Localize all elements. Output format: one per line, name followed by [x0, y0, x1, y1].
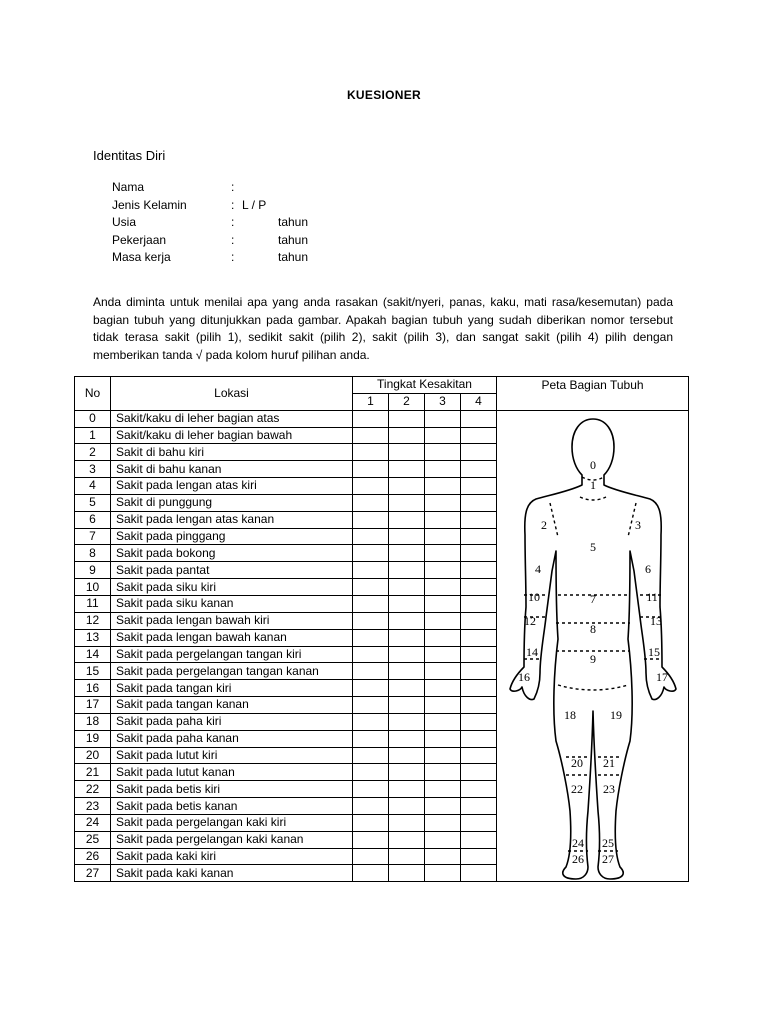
- row-number: 17: [75, 697, 111, 714]
- level-checkbox-4[interactable]: [461, 545, 497, 562]
- level-checkbox-4[interactable]: [461, 579, 497, 596]
- row-number: 3: [75, 461, 111, 478]
- level-checkbox-2[interactable]: [389, 781, 425, 798]
- level-checkbox-3[interactable]: [425, 629, 461, 646]
- level-checkbox-4[interactable]: [461, 798, 497, 815]
- level-checkbox-2[interactable]: [389, 697, 425, 714]
- region-label-26: 26: [571, 851, 584, 866]
- row-number: 4: [75, 478, 111, 495]
- level-checkbox-3[interactable]: [425, 595, 461, 612]
- region-label-10: 10: [527, 589, 540, 604]
- level-checkbox-1[interactable]: [353, 562, 389, 579]
- identity-field-colon: :: [231, 197, 235, 212]
- level-checkbox-2[interactable]: [389, 545, 425, 562]
- row-lokasi: Sakit pada pergelangan tangan kanan: [111, 663, 353, 680]
- level-checkbox-3[interactable]: [425, 713, 461, 730]
- row-lokasi: Sakit pada lengan atas kiri: [111, 478, 353, 495]
- level-checkbox-1[interactable]: [353, 680, 389, 697]
- row-number: 9: [75, 562, 111, 579]
- instruction-paragraph: Anda diminta untuk menilai apa yang anda rasakan (sakit/nyeri, panas, kaku, mati rasa/kesemutan) pada bagian tubuh yang ditunjukkan pada gambar. Apakah bagian tubuh yang sudah diberikan nomor tersebut tidak terasa sakit (pilih 1), sedikit sakit (pilih 2), sakit (pilih 3), dan sangat sakit (pilih 4) pilih dengan memberikan tanda √ pada kolom huruf pilihan anda.: [93, 295, 673, 363]
- row-lokasi: Sakit/kaku di leher bagian bawah: [111, 427, 353, 444]
- header-lokasi: Lokasi: [111, 377, 353, 411]
- level-checkbox-4[interactable]: [461, 697, 497, 714]
- row-number: 22: [75, 781, 111, 798]
- identity-field-label: Nama: [112, 180, 145, 194]
- header-no: No: [75, 377, 111, 411]
- level-checkbox-4[interactable]: [461, 781, 497, 798]
- level-checkbox-2[interactable]: [389, 427, 425, 444]
- level-checkbox-1[interactable]: [353, 713, 389, 730]
- level-checkbox-3[interactable]: [425, 781, 461, 798]
- row-number: 26: [75, 848, 111, 865]
- region-label-2: 2: [540, 517, 547, 532]
- row-lokasi: Sakit pada tangan kanan: [111, 697, 353, 714]
- row-lokasi: Sakit pada bokong: [111, 545, 353, 562]
- region-label-4: 4: [534, 561, 541, 576]
- level-checkbox-1[interactable]: [353, 427, 389, 444]
- level-checkbox-2[interactable]: [389, 410, 425, 427]
- level-checkbox-3[interactable]: [425, 478, 461, 495]
- row-lokasi: Sakit pada paha kanan: [111, 730, 353, 747]
- level-checkbox-4[interactable]: [461, 814, 497, 831]
- level-checkbox-4[interactable]: [461, 528, 497, 545]
- row-number: 27: [75, 865, 111, 882]
- identity-field-unit: tahun: [278, 250, 309, 264]
- row-number: 5: [75, 494, 111, 511]
- region-label-20: 20: [570, 755, 583, 770]
- shoulder-line-left: [550, 503, 558, 537]
- row-lokasi: Sakit di bahu kiri: [111, 444, 353, 461]
- level-checkbox-3[interactable]: [425, 579, 461, 596]
- row-lokasi: Sakit pada pergelangan kaki kanan: [111, 831, 353, 848]
- groin-line: [558, 685, 628, 690]
- level-checkbox-4[interactable]: [461, 747, 497, 764]
- row-lokasi: Sakit pada betis kiri: [111, 781, 353, 798]
- region-label-3: 3: [634, 517, 641, 532]
- row-lokasi: Sakit pada lengan bawah kanan: [111, 629, 353, 646]
- row-number: 12: [75, 612, 111, 629]
- level-checkbox-3[interactable]: [425, 680, 461, 697]
- level-checkbox-4[interactable]: [461, 444, 497, 461]
- identity-field-colon: :: [231, 232, 235, 247]
- level-checkbox-3[interactable]: [425, 814, 461, 831]
- level-checkbox-2[interactable]: [389, 865, 425, 882]
- region-label-18: 18: [563, 707, 576, 722]
- level-checkbox-2[interactable]: [389, 478, 425, 495]
- row-number: 10: [75, 579, 111, 596]
- level-checkbox-2[interactable]: [389, 764, 425, 781]
- region-label-9: 9: [589, 651, 596, 666]
- level-checkbox-2[interactable]: [389, 444, 425, 461]
- page-title: KUESIONER: [346, 88, 422, 102]
- level-checkbox-3[interactable]: [425, 747, 461, 764]
- level-checkbox-1[interactable]: [353, 444, 389, 461]
- level-checkbox-1[interactable]: [353, 831, 389, 848]
- row-number: 25: [75, 831, 111, 848]
- identity-heading: Identitas Diri: [93, 148, 166, 163]
- level-checkbox-2[interactable]: [389, 629, 425, 646]
- row-number: 11: [75, 595, 111, 612]
- row-lokasi: Sakit pada siku kanan: [111, 595, 353, 612]
- level-checkbox-3[interactable]: [425, 646, 461, 663]
- region-label-12: 12: [523, 613, 536, 628]
- row-lokasi: Sakit pada kaki kiri: [111, 848, 353, 865]
- level-checkbox-2[interactable]: [389, 680, 425, 697]
- region-label-16: 16: [517, 669, 530, 684]
- row-lokasi: Sakit pada pantat: [111, 562, 353, 579]
- level-checkbox-3[interactable]: [425, 410, 461, 427]
- level-checkbox-1[interactable]: [353, 579, 389, 596]
- body-figure: [500, 411, 686, 881]
- neck-line-lower: [580, 497, 606, 500]
- level-checkbox-3[interactable]: [425, 528, 461, 545]
- level-checkbox-1[interactable]: [353, 697, 389, 714]
- level-checkbox-1[interactable]: [353, 798, 389, 815]
- level-checkbox-2[interactable]: [389, 798, 425, 815]
- level-checkbox-1[interactable]: [353, 612, 389, 629]
- region-label-14: 14: [525, 644, 538, 659]
- row-number: 6: [75, 511, 111, 528]
- level-checkbox-2[interactable]: [389, 713, 425, 730]
- region-label-1: 1: [589, 477, 596, 492]
- row-number: 8: [75, 545, 111, 562]
- level-checkbox-1[interactable]: [353, 848, 389, 865]
- level-checkbox-1[interactable]: [353, 545, 389, 562]
- level-checkbox-1[interactable]: [353, 595, 389, 612]
- level-checkbox-1[interactable]: [353, 764, 389, 781]
- region-label-5: 5: [589, 539, 596, 554]
- level-checkbox-3[interactable]: [425, 865, 461, 882]
- level-checkbox-1[interactable]: [353, 511, 389, 528]
- level-checkbox-3[interactable]: [425, 461, 461, 478]
- identity-field-label: Pekerjaan: [112, 232, 167, 247]
- level-checkbox-4[interactable]: [461, 427, 497, 444]
- region-label-27: 27: [601, 851, 614, 866]
- table-row: [75, 410, 689, 427]
- level-checkbox-3[interactable]: [425, 444, 461, 461]
- level-checkbox-1[interactable]: [353, 478, 389, 495]
- body-map: [497, 410, 689, 882]
- level-checkbox-1[interactable]: [353, 663, 389, 680]
- level-checkbox-4[interactable]: [461, 478, 497, 495]
- level-checkbox-2[interactable]: [389, 579, 425, 596]
- level-checkbox-4[interactable]: [461, 713, 497, 730]
- level-checkbox-3[interactable]: [425, 562, 461, 579]
- level-checkbox-3[interactable]: [425, 427, 461, 444]
- level-checkbox-2[interactable]: [389, 612, 425, 629]
- level-checkbox-4[interactable]: [461, 730, 497, 747]
- level-checkbox-1[interactable]: [353, 747, 389, 764]
- region-label-22: 22: [570, 781, 583, 796]
- level-checkbox-2[interactable]: [389, 663, 425, 680]
- row-lokasi: Sakit pada kaki kanan: [111, 865, 353, 882]
- level-checkbox-3[interactable]: [425, 545, 461, 562]
- row-lokasi: Sakit pada lengan atas kanan: [111, 511, 353, 528]
- level-checkbox-4[interactable]: [461, 680, 497, 697]
- body-map-cell: [497, 377, 689, 411]
- region-label-8: 8: [589, 621, 596, 636]
- region-label-15: 15: [647, 644, 660, 659]
- level-checkbox-4[interactable]: [461, 562, 497, 579]
- region-label-7: 7: [589, 591, 596, 606]
- region-label-19: 19: [609, 707, 622, 722]
- level-checkbox-2[interactable]: [389, 730, 425, 747]
- level-checkbox-3[interactable]: [425, 663, 461, 680]
- row-lokasi: Sakit pada lengan bawah kiri: [111, 612, 353, 629]
- row-number: 24: [75, 814, 111, 831]
- region-label-13: 13: [649, 613, 662, 628]
- level-checkbox-4[interactable]: [461, 663, 497, 680]
- identity-field-colon: :: [231, 250, 235, 264]
- row-lokasi: Sakit/kaku di leher bagian atas: [111, 410, 353, 427]
- header-level-2: 2: [389, 393, 425, 410]
- region-label-6: 6: [644, 561, 651, 576]
- level-checkbox-1[interactable]: [353, 629, 389, 646]
- row-number: 16: [75, 680, 111, 697]
- body-map-title: Peta Bagian Tubuh: [541, 378, 644, 392]
- row-lokasi: Sakit pada pergelangan kaki kiri: [111, 814, 353, 831]
- level-checkbox-1[interactable]: [353, 814, 389, 831]
- header-level-1: 1: [353, 393, 389, 410]
- level-checkbox-1[interactable]: [353, 730, 389, 747]
- row-lokasi: Sakit pada siku kiri: [111, 579, 353, 596]
- row-lokasi: Sakit pada lutut kiri: [111, 747, 353, 764]
- level-checkbox-4[interactable]: [461, 511, 497, 528]
- questionnaire-table: [74, 376, 689, 882]
- header-level-3: 3: [425, 393, 461, 410]
- level-checkbox-4[interactable]: [461, 595, 497, 612]
- row-lokasi: Sakit di punggung: [111, 494, 353, 511]
- level-checkbox-2[interactable]: [389, 494, 425, 511]
- identity-field-label: Jenis Kelamin: [112, 197, 187, 212]
- level-checkbox-1[interactable]: [353, 528, 389, 545]
- level-checkbox-2[interactable]: [389, 747, 425, 764]
- level-checkbox-3[interactable]: [425, 848, 461, 865]
- level-checkbox-1[interactable]: [353, 494, 389, 511]
- level-checkbox-3[interactable]: [425, 612, 461, 629]
- level-checkbox-2[interactable]: [389, 562, 425, 579]
- region-label-25: 25: [601, 835, 614, 850]
- row-number: 1: [75, 427, 111, 444]
- level-checkbox-4[interactable]: [461, 848, 497, 865]
- level-checkbox-4[interactable]: [461, 865, 497, 882]
- level-checkbox-3[interactable]: [425, 831, 461, 848]
- level-checkbox-1[interactable]: [353, 781, 389, 798]
- level-checkbox-1[interactable]: [353, 461, 389, 478]
- level-checkbox-4[interactable]: [461, 646, 497, 663]
- identity-field-unit: tahun: [278, 215, 309, 229]
- row-lokasi: Sakit pada betis kanan: [111, 798, 353, 815]
- level-checkbox-1[interactable]: [353, 646, 389, 663]
- row-number: 20: [75, 747, 111, 764]
- header-level-4: 4: [461, 393, 497, 410]
- region-label-11: 11: [645, 589, 658, 604]
- row-lokasi: Sakit pada paha kiri: [111, 713, 353, 730]
- level-checkbox-4[interactable]: [461, 494, 497, 511]
- level-checkbox-2[interactable]: [389, 461, 425, 478]
- level-checkbox-2[interactable]: [389, 848, 425, 865]
- level-checkbox-4[interactable]: [461, 831, 497, 848]
- region-label-17: 17: [655, 669, 668, 684]
- row-lokasi: Sakit pada lutut kanan: [111, 764, 353, 781]
- row-number: 18: [75, 713, 111, 730]
- header-tingkat: Tingkat Kesakitan: [353, 377, 497, 394]
- level-checkbox-4[interactable]: [461, 461, 497, 478]
- level-checkbox-4[interactable]: [461, 410, 497, 427]
- row-number: 7: [75, 528, 111, 545]
- region-label-23: 23: [602, 781, 615, 796]
- level-checkbox-1[interactable]: [353, 410, 389, 427]
- row-lokasi: Sakit pada tangan kiri: [111, 680, 353, 697]
- level-checkbox-2[interactable]: [389, 528, 425, 545]
- level-checkbox-3[interactable]: [425, 798, 461, 815]
- level-checkbox-1[interactable]: [353, 865, 389, 882]
- level-checkbox-3[interactable]: [425, 730, 461, 747]
- region-label-0: 0: [589, 457, 596, 472]
- level-checkbox-3[interactable]: [425, 511, 461, 528]
- row-lokasi: Sakit di bahu kanan: [111, 461, 353, 478]
- identity-field-label: Masa kerja: [112, 250, 171, 264]
- region-label-21: 21: [602, 755, 615, 770]
- level-checkbox-3[interactable]: [425, 697, 461, 714]
- identity-field-value[interactable]: L / P: [242, 197, 267, 212]
- row-number: 23: [75, 798, 111, 815]
- identity-field-colon: :: [231, 215, 235, 229]
- level-checkbox-2[interactable]: [389, 646, 425, 663]
- level-checkbox-3[interactable]: [425, 494, 461, 511]
- level-checkbox-4[interactable]: [461, 629, 497, 646]
- level-checkbox-4[interactable]: [461, 612, 497, 629]
- row-lokasi: Sakit pada pergelangan tangan kiri: [111, 646, 353, 663]
- row-number: 15: [75, 663, 111, 680]
- row-number: 19: [75, 730, 111, 747]
- identity-field-unit: tahun: [278, 232, 309, 247]
- row-number: 21: [75, 764, 111, 781]
- level-checkbox-2[interactable]: [389, 814, 425, 831]
- row-number: 2: [75, 444, 111, 461]
- row-lokasi: Sakit pada pinggang: [111, 528, 353, 545]
- level-checkbox-3[interactable]: [425, 764, 461, 781]
- row-number: 0: [75, 410, 111, 427]
- level-checkbox-2[interactable]: [389, 831, 425, 848]
- row-number: 13: [75, 629, 111, 646]
- identity-field-colon: :: [231, 180, 235, 194]
- identity-field-label: Usia: [112, 215, 137, 229]
- region-label-24: 24: [571, 835, 584, 850]
- level-checkbox-2[interactable]: [389, 511, 425, 528]
- level-checkbox-2[interactable]: [389, 595, 425, 612]
- instruction-text: [93, 294, 673, 365]
- row-number: 14: [75, 646, 111, 663]
- level-checkbox-4[interactable]: [461, 764, 497, 781]
